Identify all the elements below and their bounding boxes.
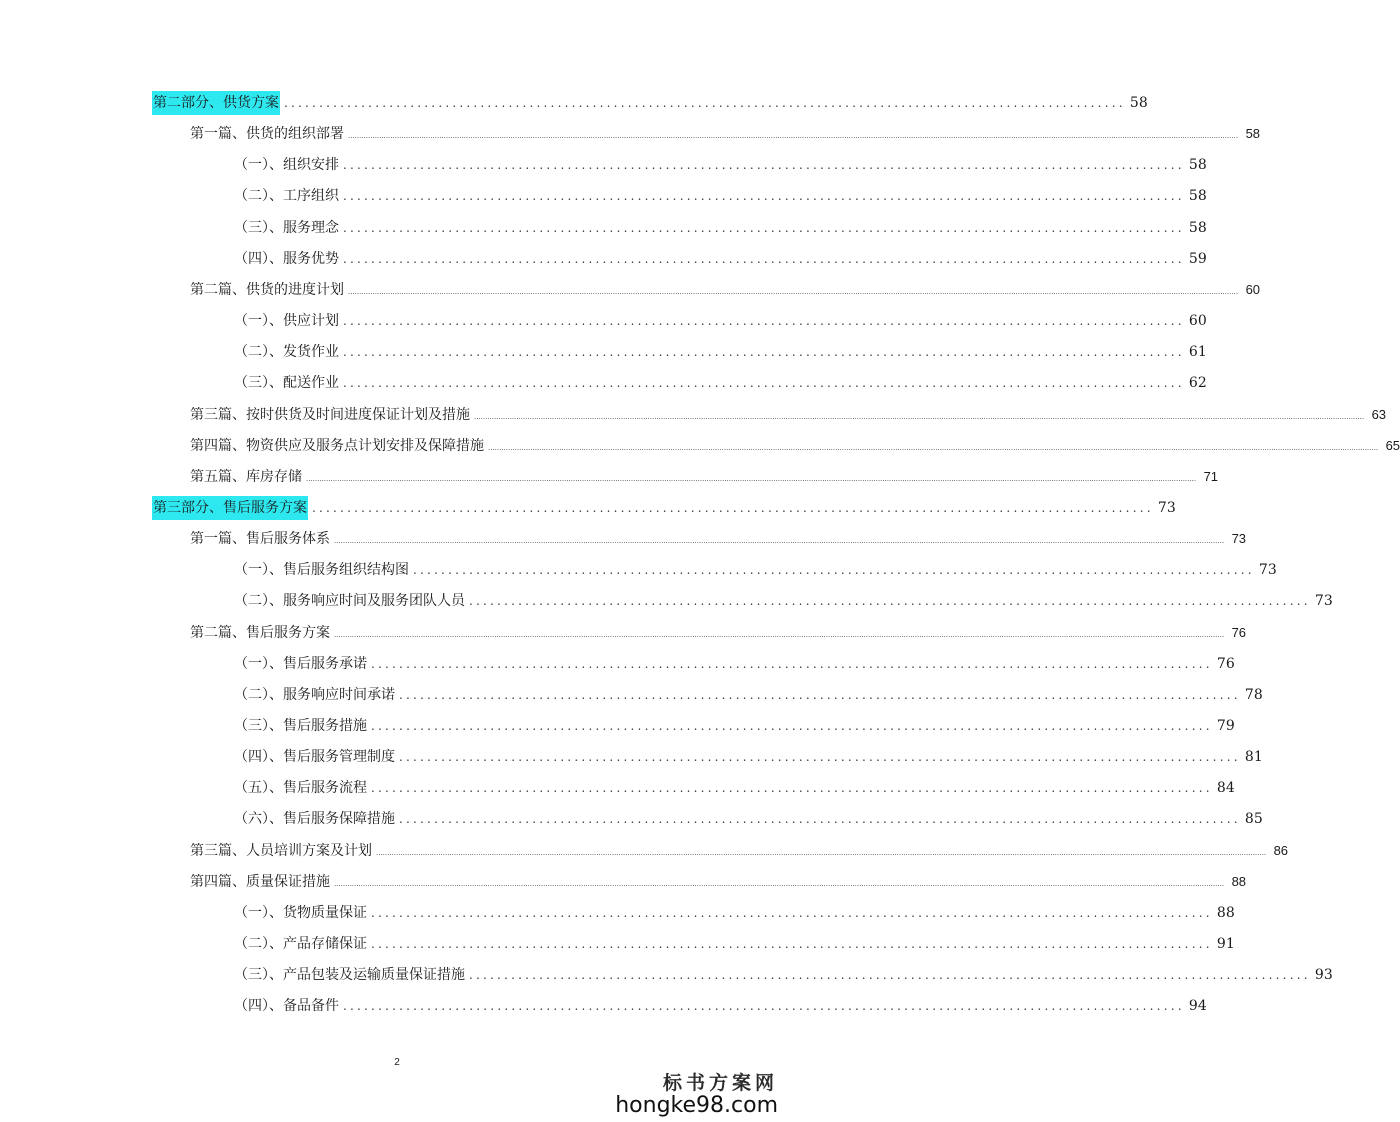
toc-entry-page: 73	[1231, 531, 1247, 547]
toc-entry-title: （五）、售后服务流程	[234, 780, 367, 797]
toc-entry[interactable]	[234, 652, 1235, 676]
toc-dot-leader: ........................................................................................................................	[284, 96, 1126, 110]
watermark-chinese: 标书方案网	[662, 1072, 778, 1094]
toc-dot-leader: ........................................................................................................................	[312, 500, 1154, 515]
toc-entry-page: 58	[1245, 126, 1261, 142]
toc-dot-leader: ................................................................................................................................................................................................................................................................................................................................................................................................................	[334, 630, 1225, 639]
toc-entry[interactable]	[234, 714, 1235, 738]
toc-entry-page: 73	[1314, 593, 1333, 610]
toc-entry-title: 第二篇、供货的进度计划	[190, 281, 344, 298]
toc-entry-page: 85	[1244, 811, 1263, 828]
toc-dot-leader: ........................................................................................................................	[343, 158, 1185, 173]
toc-entry[interactable]	[234, 589, 1333, 613]
toc-entry-page: 58	[1188, 219, 1207, 236]
toc-entry-title: （二）、服务响应时间承诺	[234, 686, 395, 703]
toc-entry-title: 第三篇、人员培训方案及计划	[190, 842, 372, 859]
toc-entry[interactable]	[234, 309, 1207, 333]
watermark-domain: hongke98.com	[615, 1093, 778, 1118]
toc-entry-title: （一）、售后服务承诺	[234, 655, 367, 672]
toc-entry[interactable]	[234, 932, 1235, 956]
toc-entry-title: 第四篇、质量保证措施	[190, 873, 330, 890]
toc-entry[interactable]	[190, 434, 1400, 458]
toc-entry-page: 58	[1188, 188, 1207, 205]
toc-entry-title: 第五篇、库房存储	[190, 468, 302, 485]
toc-entry-page: 71	[1203, 468, 1219, 484]
toc-entry-page: 91	[1216, 936, 1235, 953]
toc-dot-leader: ........................................................................................................................	[343, 376, 1185, 391]
toc-dot-leader: ................................................................................................................................................................................................................................................................................................................................................................................................................	[334, 879, 1225, 888]
toc-entry[interactable]	[234, 558, 1277, 582]
toc-entry[interactable]	[234, 776, 1235, 800]
toc-entry-title: 第三篇、按时供货及时间进度保证计划及措施	[190, 406, 470, 423]
toc-entry-page: 58	[1188, 157, 1207, 174]
toc-entry-page: 60	[1188, 313, 1207, 330]
toc-entry[interactable]	[234, 216, 1207, 240]
toc-entry-title: 第二篇、售后服务方案	[190, 624, 330, 641]
toc-entry-title: （四）、备品备件	[234, 998, 339, 1015]
toc-dot-leader: ................................................................................................................................................................................................................................................................................................................................................................................................................	[348, 287, 1239, 296]
toc-entry[interactable]	[152, 91, 1148, 115]
toc-dot-leader: ........................................................................................................................	[343, 999, 1185, 1014]
toc-entry-title: （三）、服务理念	[234, 219, 339, 236]
toc-entry[interactable]	[190, 621, 1247, 645]
page-number: 2	[394, 1057, 400, 1068]
toc-dot-leader: ........................................................................................................................	[343, 220, 1185, 235]
toc-entry-title: 第二部分、供货方案	[152, 91, 280, 115]
toc-entry-title: （二）、服务响应时间及服务团队人员	[234, 593, 465, 610]
toc-dot-leader: ................................................................................................................................................................................................................................................................................................................................................................................................................	[474, 412, 1365, 421]
toc-entry-page: 88	[1216, 904, 1235, 921]
toc-entry-title: （三）、售后服务措施	[234, 718, 367, 734]
toc-entry[interactable]	[234, 745, 1263, 769]
toc-entry-page: 59	[1188, 250, 1207, 267]
toc-entry-page: 81	[1244, 749, 1263, 766]
toc-entry[interactable]	[190, 465, 1219, 489]
toc-entry-page: 86	[1273, 842, 1289, 858]
toc-entry-page: 73	[1157, 499, 1176, 516]
toc-dot-leader: ........................................................................................................................	[469, 594, 1311, 609]
toc-entry-title: （三）、产品包装及运输质量保证措施	[234, 967, 465, 984]
toc-entry[interactable]	[234, 807, 1263, 831]
toc-dot-leader: ........................................................................................................................	[343, 189, 1185, 204]
toc-entry[interactable]	[190, 870, 1247, 894]
toc-entry[interactable]	[152, 496, 1176, 520]
toc-entry[interactable]	[190, 403, 1387, 427]
toc-entry-title: （四）、服务优势	[234, 250, 339, 267]
toc-dot-leader: ........................................................................................................................	[371, 781, 1213, 796]
toc-dot-leader: ........................................................................................................................	[399, 750, 1241, 765]
toc-entry-title: （四）、售后服务管理制度	[234, 749, 395, 766]
toc-entry-page: 76	[1216, 655, 1235, 672]
toc-entry-title: （一）、货物质量保证	[234, 904, 367, 921]
toc-entry-title: （二）、工序组织	[234, 188, 339, 205]
toc-dot-leader: ........................................................................................................................	[399, 812, 1241, 827]
toc-dot-leader: ................................................................................................................................................................................................................................................................................................................................................................................................................	[488, 443, 1379, 452]
toc-entry[interactable]	[234, 340, 1207, 364]
toc-entry-title: （六）、售后服务保障措施	[234, 811, 395, 828]
toc-entry-page: 58	[1129, 95, 1148, 111]
toc-dot-leader: ........................................................................................................................	[413, 563, 1255, 578]
toc-dot-leader: ........................................................................................................................	[399, 687, 1241, 702]
toc-entry-page: 88	[1231, 873, 1247, 889]
toc-entry-title: 第四篇、物资供应及服务点计划安排及保障措施	[190, 437, 484, 454]
toc-entry[interactable]	[234, 901, 1235, 925]
toc-entry[interactable]	[234, 153, 1207, 177]
toc-dot-leader: ................................................................................................................................................................................................................................................................................................................................................................................................................	[306, 474, 1197, 483]
toc-entry-page: 62	[1188, 375, 1207, 392]
toc-entry[interactable]	[234, 371, 1207, 395]
toc-dot-leader: ................................................................................................................................................................................................................................................................................................................................................................................................................	[334, 537, 1225, 546]
toc-entry[interactable]	[234, 683, 1263, 707]
toc-dot-leader: ........................................................................................................................	[343, 314, 1185, 329]
toc-entry-page: 61	[1188, 344, 1207, 361]
toc-entry[interactable]	[190, 278, 1261, 302]
toc-entry-page: 73	[1258, 562, 1277, 579]
toc-entry-page: 76	[1231, 624, 1247, 640]
toc-dot-leader: ........................................................................................................................	[343, 251, 1185, 266]
toc-entry[interactable]	[234, 184, 1207, 208]
toc-dot-leader: ........................................................................................................................	[371, 905, 1213, 920]
toc-dot-leader: ................................................................................................................................................................................................................................................................................................................................................................................................................	[348, 132, 1239, 141]
toc-dot-leader: ................................................................................................................................................................................................................................................................................................................................................................................................................	[376, 848, 1267, 857]
toc-entry[interactable]	[234, 963, 1333, 987]
toc-entry-title: 第一篇、售后服务体系	[190, 531, 330, 548]
toc-entry[interactable]	[234, 994, 1207, 1018]
toc-dot-leader: ........................................................................................................................	[371, 719, 1213, 733]
toc-entry-page: 63	[1371, 406, 1387, 422]
toc-entry-page: 94	[1188, 998, 1207, 1015]
toc-entry[interactable]	[190, 122, 1261, 146]
toc-entry-page: 78	[1244, 686, 1263, 703]
toc-entry-page: 60	[1245, 281, 1261, 297]
toc-entry[interactable]	[190, 527, 1247, 551]
toc-entry-page: 65	[1385, 437, 1400, 453]
toc-dot-leader: ........................................................................................................................	[371, 656, 1213, 671]
watermark-logo	[615, 1068, 778, 1118]
toc-entry-title: （二）、产品存储保证	[234, 936, 367, 953]
toc-entry-title: （三）、配送作业	[234, 375, 339, 392]
toc-entry-title: （二）、发货作业	[234, 344, 339, 361]
toc-entry[interactable]	[190, 839, 1289, 863]
toc-dot-leader: ........................................................................................................................	[371, 937, 1213, 952]
toc-entry-page: 79	[1216, 718, 1235, 734]
toc-entry-page: 84	[1216, 780, 1235, 797]
toc-dot-leader: ........................................................................................................................	[469, 968, 1311, 983]
toc-entry-title: （一）、售后服务组织结构图	[234, 562, 409, 579]
toc-dot-leader: ........................................................................................................................	[343, 345, 1185, 360]
toc-entry-title: 第三部分、售后服务方案	[152, 496, 308, 520]
toc-entry-page: 93	[1314, 967, 1333, 984]
toc-entry-title: （一）、组织安排	[234, 157, 339, 174]
toc-entry-title: （一）、供应计划	[234, 313, 339, 330]
toc-entry-title: 第一篇、供货的组织部署	[190, 126, 344, 143]
toc-entry[interactable]	[234, 247, 1207, 271]
